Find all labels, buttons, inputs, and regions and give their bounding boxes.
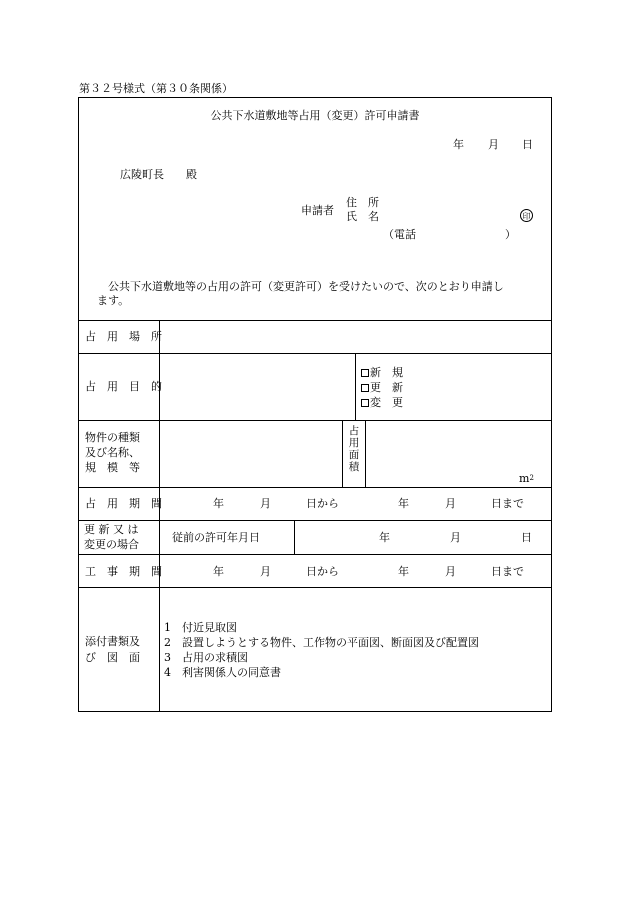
- row-divider: [78, 520, 552, 521]
- attachment-item: 3 占用の求積図: [164, 651, 248, 664]
- statement-line-2: ます。: [97, 294, 130, 307]
- area-label-char: 用: [348, 437, 360, 449]
- row-divider: [78, 487, 552, 488]
- area-divider-left: [342, 420, 343, 487]
- seal-mark: 印: [520, 209, 533, 222]
- renewal-label-1: 更 新 又 は: [84, 523, 139, 536]
- area-label-char: 占: [348, 425, 360, 437]
- purpose-option-new[interactable]: 新 規: [361, 366, 403, 379]
- construction-label: 工 事 期 間: [85, 565, 162, 578]
- name-label: 氏 名: [346, 210, 379, 223]
- renewal-month: 月: [450, 531, 461, 544]
- location-label: 占 用 場 所: [85, 330, 162, 343]
- attachments-label-2: び 図 面: [85, 651, 140, 664]
- period-year-2: 年: [398, 497, 409, 510]
- period-year-1: 年: [213, 497, 224, 510]
- attachment-item: 4 利害関係人の同意書: [164, 666, 281, 679]
- date-month-label: 月: [488, 138, 499, 151]
- construction-year-1: 年: [213, 565, 224, 578]
- form-title: 公共下水道敷地等占用（変更）許可申請書: [210, 109, 420, 122]
- area-label-char: 積: [348, 461, 360, 473]
- form-number: 第３２号様式（第３０条関係）: [79, 82, 233, 95]
- honorific: 殿: [186, 168, 197, 181]
- period-until: 日まで: [491, 497, 524, 510]
- row-divider: [78, 587, 552, 588]
- construction-from: 日から: [306, 565, 339, 578]
- object-field[interactable]: [160, 421, 342, 487]
- construction-month-1: 月: [260, 565, 271, 578]
- purpose-option-change[interactable]: 変 更: [361, 396, 403, 409]
- purpose-field[interactable]: [160, 354, 355, 420]
- previous-permit-date-label: 従前の許可年月日: [172, 531, 260, 544]
- purpose-label: 占 用 目 的: [85, 380, 162, 393]
- construction-month-2: 月: [445, 565, 456, 578]
- address-label: 住 所: [346, 196, 379, 209]
- purpose-option-renew[interactable]: 更 新: [361, 381, 403, 394]
- attachment-item: 1 付近見取図: [164, 621, 237, 634]
- purpose-divider: [355, 353, 356, 420]
- construction-year-2: 年: [398, 565, 409, 578]
- object-label-1: 物件の種類: [85, 431, 140, 444]
- period-month-1: 月: [260, 497, 271, 510]
- checkbox-icon[interactable]: [361, 399, 369, 407]
- period-from: 日から: [306, 497, 339, 510]
- checkbox-icon[interactable]: [361, 369, 369, 377]
- renewal-year: 年: [379, 531, 390, 544]
- phone-close: ）: [505, 228, 516, 241]
- object-label-2: 及び名称、: [85, 446, 140, 459]
- row-divider: [78, 554, 552, 555]
- statement-line-1: 公共下水道敷地等の占用の許可（変更許可）を受けたいので、次のとおり申請し: [108, 280, 504, 293]
- attachment-item: 2 設置しようとする物件、工作物の平面図、断面図及び配置図: [164, 636, 479, 649]
- date-day-label: 日: [522, 138, 533, 151]
- renewal-label-2: 変更の場合: [84, 538, 139, 551]
- checkbox-icon[interactable]: [361, 384, 369, 392]
- location-field[interactable]: [160, 321, 551, 353]
- addressee: 広陵町長: [120, 168, 164, 181]
- period-label: 占 用 期 間: [85, 497, 162, 510]
- area-label-char: 面: [348, 449, 360, 461]
- phone-label: （電話: [383, 228, 416, 241]
- area-label: [347, 425, 361, 473]
- renewal-day: 日: [521, 531, 532, 544]
- attachments-label-1: 添付書類及: [85, 635, 140, 648]
- date-year-label: 年: [453, 138, 464, 151]
- construction-until: 日まで: [491, 565, 524, 578]
- object-label-3: 規 模 等: [85, 461, 140, 474]
- area-unit: $m^2$: [519, 472, 534, 485]
- applicant-label: 申請者: [301, 204, 334, 217]
- period-month-2: 月: [445, 497, 456, 510]
- renewal-divider: [294, 520, 295, 554]
